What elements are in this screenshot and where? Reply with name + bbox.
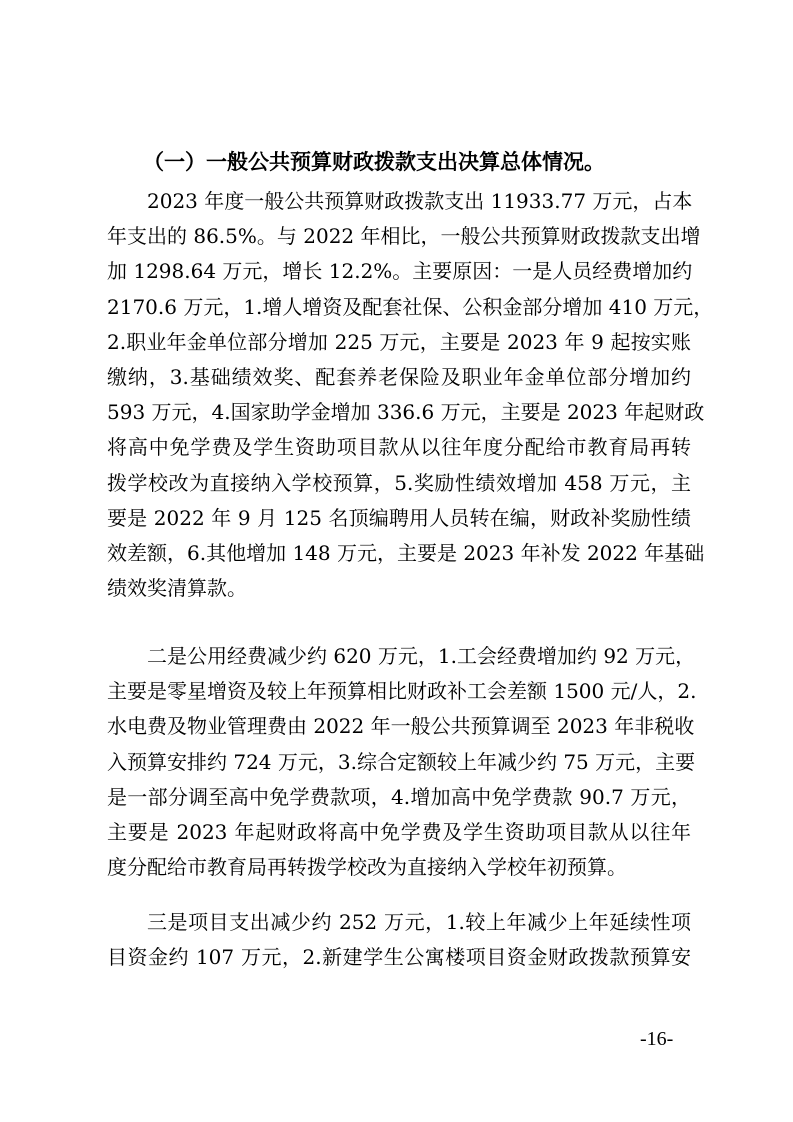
- text-line: 效差额，6.其他增加 148 万元，主要是 2023 年补发 2022 年基础: [107, 541, 705, 566]
- text-line: 2.职业年金单位部分增加 225 万元，主要是 2023 年 9 起按实账: [107, 329, 691, 354]
- text-line: 年支出的 86.5%。与 2022 年相比，一般公共预算财政拨款支出增: [107, 224, 701, 249]
- text-line: 缴纳，3.基础绩效奖、配套养老保险及职业年金单位部分增加约: [107, 365, 691, 390]
- paragraph-3: [107, 905, 691, 975]
- text-line: 目资金约 107 万元，2.新建学生公寓楼项目资金财政拨款预算安: [107, 945, 691, 970]
- text-line: 将高中免学费及学生资助项目款从以往年度分配给市教育局再转: [107, 435, 691, 460]
- text-line: 593 万元，4.国家助学金增加 336.6 万元，主要是 2023 年起财政: [107, 400, 705, 425]
- text-line: 绩效奖清算款。: [107, 576, 247, 601]
- text-line: 入预算安排约 724 万元，3.综合定额较上年减少约 75 万元，主要: [107, 749, 696, 774]
- text-line: 要是 2022 年 9 月 125 名顶编聘用人员转在编，财政补奖励性绩: [107, 505, 691, 530]
- section-heading: （一）一般公共预算财政拨款支出决算总体情况。: [143, 149, 605, 174]
- text-line: 是一部分调至高中免学费款项，4.增加高中免学费款 90.7 万元，: [107, 784, 691, 809]
- text-line: 加 1298.64 万元，增长 12.2%。主要原因：一是人员经费增加约: [107, 259, 693, 284]
- text-line: 2170.6 万元，1.增人增资及配套社保、公积金部分增加 410 万元，: [107, 294, 714, 319]
- paragraph-2: [107, 639, 697, 885]
- paragraph-1: [107, 184, 714, 606]
- text-line: 水电费及物业管理费由 2022 年一般公共预算调至 2023 年非税收: [107, 714, 695, 739]
- text-line: 2023 年度一般公共预算财政拨款支出 11933.77 万元，占本: [147, 189, 693, 213]
- text-line: 二是公用经费减少约 620 万元，1.工会经费增加约 92 万元，: [147, 644, 696, 668]
- text-line: 主要是零星增资及较上年预算相比财政补工会差额 1500 元/人，2.: [107, 679, 697, 704]
- text-line: 三是项目支出减少约 252 万元，1.较上年减少上年延续性项: [147, 910, 691, 934]
- page-number: -16-: [640, 1028, 674, 1050]
- text-line: 拨学校改为直接纳入学校预算，5.奖励性绩效增加 458 万元，主: [107, 470, 691, 495]
- text-line: 主要是 2023 年起财政将高中免学费及学生资助项目款从以往年: [107, 820, 691, 845]
- text-line: 度分配给市教育局再转拨学校改为直接纳入学校年初预算。: [107, 855, 627, 880]
